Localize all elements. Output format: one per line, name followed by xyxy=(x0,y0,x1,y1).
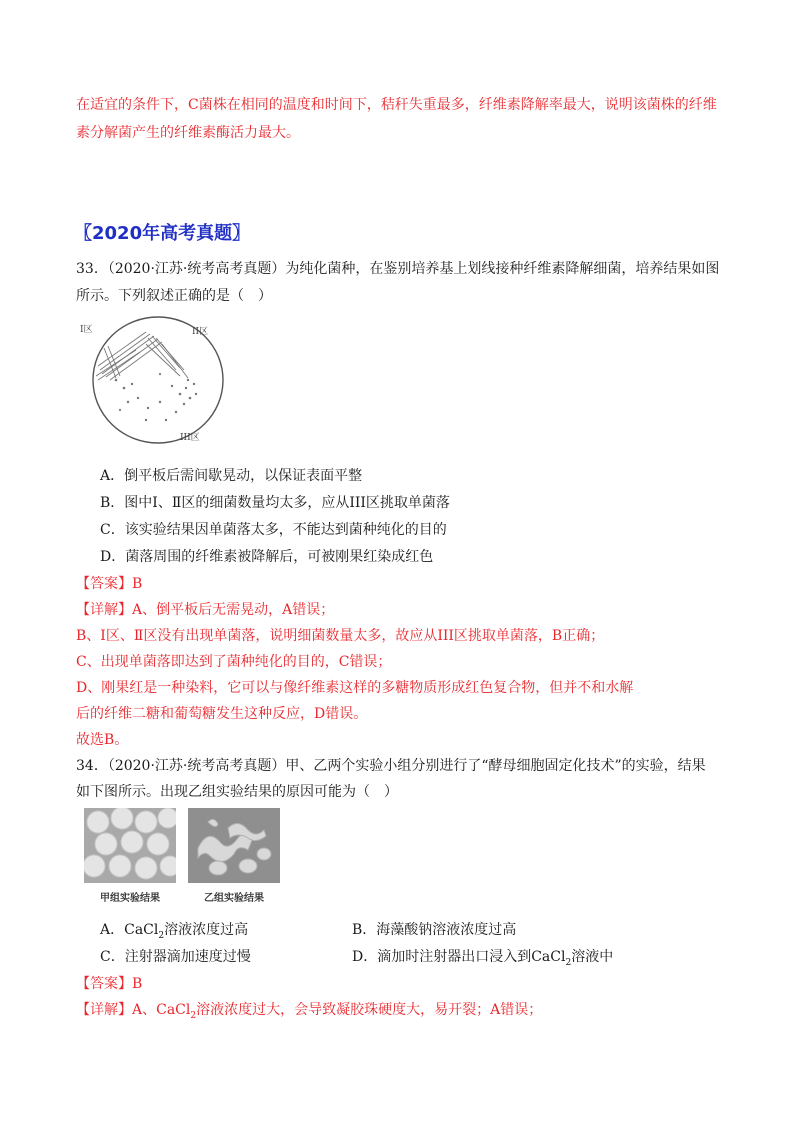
q33-detail-label: 【详解】 xyxy=(76,602,132,618)
q33-option-a: A．倒平板后需间歇晃动，以保证表面平整 xyxy=(100,468,363,484)
q34-option-b: B．海藻酸钠溶液浓度过高 xyxy=(352,922,517,938)
q34-detail-post: 溶液浓度过大，会导致凝胶珠硬度大，易开裂；A错误； xyxy=(196,1002,543,1018)
q33-stem-1: 为纯化菌种，在鉴别培养基上划线接种纤维素降解细菌，培养结果如图 xyxy=(285,261,720,277)
q33-answer xyxy=(76,574,142,594)
q33-answer-label: 【答案】 xyxy=(76,576,132,592)
q34-number: 34． xyxy=(76,758,108,774)
q33-stem-2: 所示。下列叙述正确的是（ ） xyxy=(76,288,272,304)
q34-answer-value: B xyxy=(132,976,143,992)
q34-option-d-pre: D．滴加时注射器出口浸入到CaCl xyxy=(352,949,566,965)
q34-detail-label: 【详解】 xyxy=(76,1002,132,1018)
q33-stem-line-1 xyxy=(76,259,719,279)
intro-line-2: 素分解菌产生的纤维素酶活力最大。 xyxy=(76,125,300,141)
q34-answer xyxy=(76,974,142,994)
q34-option-d-post: 溶液中 xyxy=(571,949,614,965)
q33-detail-line-1 xyxy=(76,600,334,620)
q34-option-a-sub: 2 xyxy=(158,930,165,941)
q33-source: （2020·江苏·统考高考真题） xyxy=(107,261,286,277)
q33-detail-line-2: B、Ⅰ区、Ⅱ区没有出现单菌落，说明细菌数量太多，故应从III区挑取单菌落，B正确； xyxy=(76,628,605,644)
q34-option-a-pre: A．CaCl xyxy=(100,922,159,938)
q34-option-a xyxy=(100,920,248,946)
zone-3-label: III区 xyxy=(180,433,200,443)
q33-detail-text-1: A、倒平板后无需晃动，A错误； xyxy=(132,602,335,618)
q34-source: （2020·江苏·统考高考真题） xyxy=(107,758,286,774)
q33-option-b: B．图中Ⅰ、Ⅱ区的细菌数量均太多，应从III区挑取单菌落 xyxy=(100,495,450,511)
q34-option-d-sub: 2 xyxy=(565,957,572,968)
q33-detail-line-3: C、出现单菌落即达到了菌种纯化的目的，C错误； xyxy=(76,654,392,670)
q33-detail-line-5: 后的纤维二糖和葡萄糖发生这种反应，D错误。 xyxy=(76,706,368,722)
group-b-result-photo xyxy=(188,808,280,883)
q33-answer-value: B xyxy=(132,576,143,592)
zone-2-label: II区 xyxy=(192,327,209,337)
group-a-caption: 甲组实验结果 xyxy=(100,893,160,904)
q33-option-c: C．该实验结果因单菌落太多，不能达到菌种纯化的目的 xyxy=(100,522,447,538)
q33-detail-line-6: 故选B。 xyxy=(76,732,129,748)
group-a-result-photo xyxy=(84,808,176,883)
group-b-caption: 乙组实验结果 xyxy=(204,893,264,904)
q34-stem-line-1 xyxy=(76,756,706,776)
q34-option-c: C．注射器滴加速度过慢 xyxy=(100,949,251,965)
q34-detail-pre: A、CaCl xyxy=(132,1002,191,1018)
q33-number: 33． xyxy=(76,261,108,277)
q33-option-d: D．菌落周围的纤维素被降解后，可被刚果红染成红色 xyxy=(100,549,434,565)
q34-option-d xyxy=(352,947,613,973)
q34-option-a-post: 溶液浓度过高 xyxy=(164,922,249,938)
q34-answer-label: 【答案】 xyxy=(76,976,132,992)
q34-detail-line-1 xyxy=(76,1000,542,1026)
zone-1-label: I区 xyxy=(80,325,93,335)
q33-detail-line-4: D、刚果红是一种染料，它可以与像纤维素这样的多糖物质形成红色复合物，但并不和水解 xyxy=(76,680,634,696)
q34-stem-2: 如下图所示。出现乙组实验结果的原因可能为（ ） xyxy=(76,784,398,800)
petri-dish-figure xyxy=(76,314,236,449)
q34-detail-sub: 2 xyxy=(190,1010,197,1021)
q34-stem-1: 甲、乙两个实验小组分别进行了“酵母细胞固定化技术”的实验，结果 xyxy=(285,758,706,774)
section-heading: 〖2020年高考真题〗 xyxy=(74,223,251,244)
intro-line-1: 在适宜的条件下，C菌株在相同的温度和时间下，秸秆失重最多，纤维素降解率最大，说明该菌株的纤维 xyxy=(76,97,717,113)
